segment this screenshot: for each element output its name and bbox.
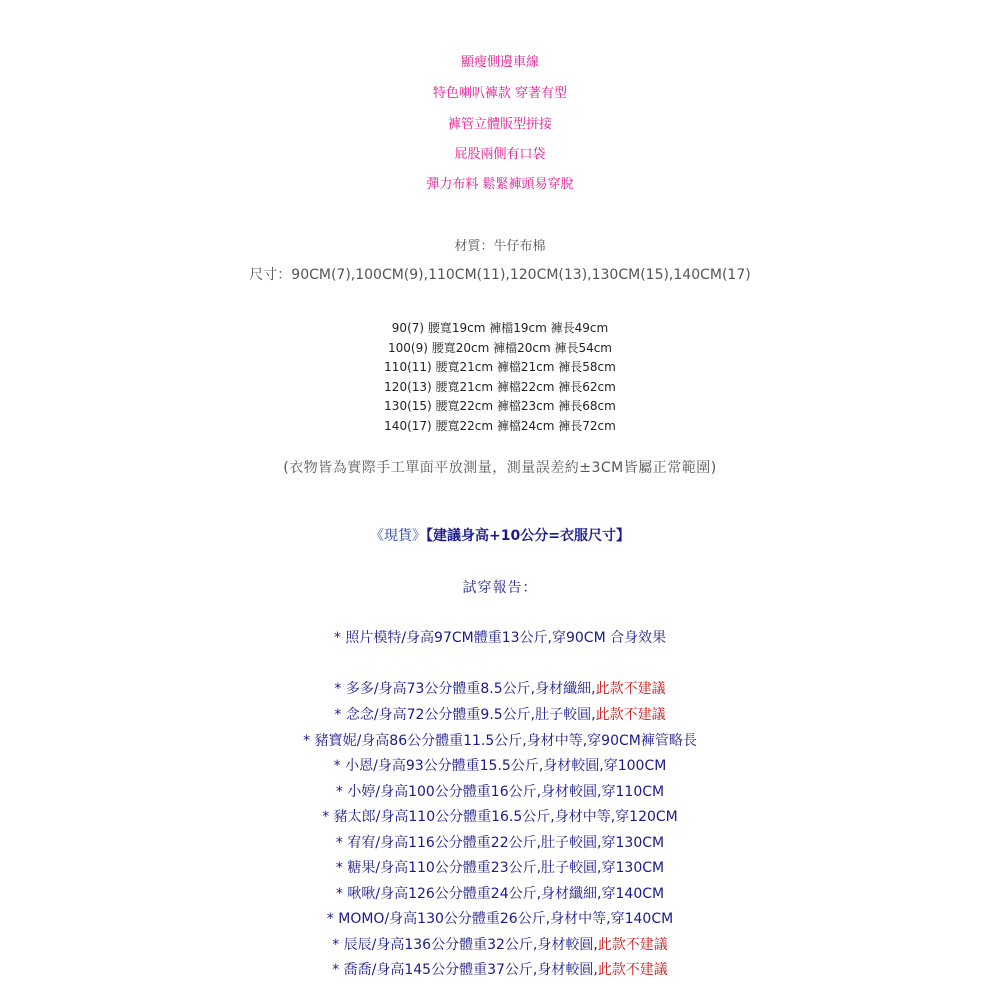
- material-text: 材質：牛仔布棉: [454, 239, 546, 254]
- size-chart-row-130: 130(15) 腰寬22cm 褲檔23cm 褲長68cm: [384, 399, 616, 413]
- report-line-12: * 辰辰/身高136公分體重32公斤,身材較圓,此款不建議: [332, 937, 668, 953]
- report-line-10: * 啾啾/身高126公分體重24公斤,身材纖細,穿140CM: [335, 886, 665, 902]
- feature-line-1: 顯瘦側邊車線: [460, 55, 539, 70]
- feature-line-3: 褲管立體版型拼接: [447, 117, 552, 132]
- size-chart-row-90: 90(7) 腰寬19cm 褲檔19cm 褲長49cm: [391, 321, 609, 335]
- report-line-8: * 宥宥/身高116公分體重22公斤,肚子較圓,穿130CM: [335, 835, 665, 851]
- feature-line-2: 特色喇叭褲款 穿著有型: [432, 86, 568, 101]
- report-line-7: * 豬太郎/身高110公分體重16.5公斤,身材中等,穿120CM: [322, 809, 678, 825]
- feature-line-5: 彈力布料 鬆緊褲頭易穿脫: [426, 177, 574, 192]
- size-chart-row-100: 100(9) 腰寬20cm 褲檔20cm 褲長54cm: [387, 341, 613, 355]
- report-line-5: * 小恩/身高93公分體重15.5公斤,身材較圓,穿100CM: [333, 758, 667, 774]
- report-line-13: * 喬喬/身高145公分體重37公斤,身材較圓,此款不建議: [332, 962, 668, 978]
- fitting-report-title: 試穿報告：: [462, 580, 538, 596]
- not-recommended-badge: 此款不建議: [597, 962, 668, 978]
- report-line-11: * MOMO/身高130公分體重26公斤,身材中等,穿140CM: [326, 911, 674, 927]
- report-line-3: * 念念/身高72公分體重9.5公斤,肚子較圓,此款不建議: [334, 707, 666, 723]
- size-chart-row-110: 110(11) 腰寬21cm 褲檔21cm 褲長58cm: [384, 360, 616, 374]
- size-advice: 【建議身高+10公分=衣服尺寸】: [426, 528, 630, 544]
- size-chart-row-120: 120(13) 腰寬21cm 褲檔22cm 褲長62cm: [384, 380, 616, 394]
- report-line-4: * 豬寶妮/身高86公分體重11.5公斤,身材中等,穿90CM褲管略長: [303, 733, 697, 749]
- not-recommended-badge: 此款不建議: [595, 707, 666, 723]
- report-line-6: * 小婷/身高100公分體重16公斤,身材較圓,穿110CM: [335, 784, 665, 800]
- feature-line-4: 屁股兩側有口袋: [454, 147, 546, 162]
- size-recommendation: [0, 525, 1000, 545]
- not-recommended-badge: 此款不建議: [597, 937, 668, 953]
- report-line-9: * 糖果/身高110公分體重23公斤,肚子較圓,穿130CM: [335, 860, 665, 876]
- sizes-text: 尺寸：90CM(7),100CM(9),110CM(11),120CM(13),130CM(15),140CM(17): [249, 267, 751, 283]
- report-line-1: * 照片模特/身高97CM體重13公斤,穿90CM 合身效果: [333, 630, 667, 646]
- in-stock-label: 《現貨》: [370, 528, 427, 544]
- report-line-2: * 多多/身高73公分體重8.5公斤,身材纖細,此款不建議: [334, 681, 666, 697]
- not-recommended-badge: 此款不建議: [595, 681, 666, 697]
- size-chart-row-140: 140(17) 腰寬22cm 褲檔24cm 褲長72cm: [384, 419, 616, 433]
- measure-note: (衣物皆為實際手工單面平放測量，測量誤差約±3CM皆屬正常範圍): [283, 460, 717, 476]
